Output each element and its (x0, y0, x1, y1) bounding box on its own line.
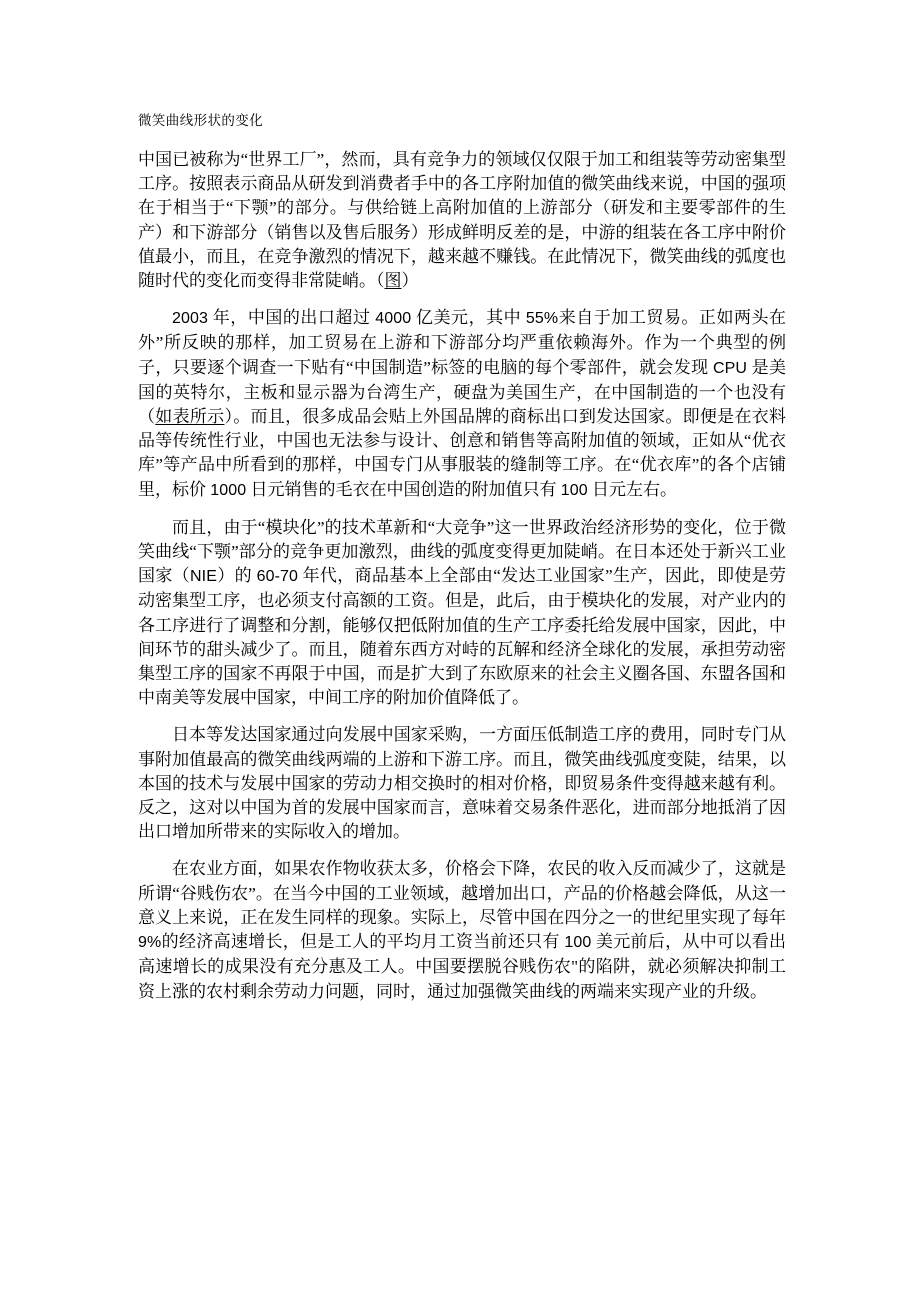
text-run: 美元前后，从中可以看出高速增长的成果没有充分惠及工人。中国要摆脱谷贱伤农"的陷阱，就必须解决抑制工资上涨的农村剩余劳动力问题，同时，通过加强微笑曲线的两端来实现产业的升级。 (138, 932, 787, 1001)
text-run: 日元左右。 (587, 479, 677, 499)
latin-run: 100 (560, 481, 588, 499)
text-run: 中国已被称为“世界工厂”，然而，具有竞争力的领域仅仅限于加工和组装等劳动密集型工序。按照表示商品从研发到消费者手中的各工序附加值的微笑曲线来说，中国的强项在于相当于“下颚”的部分。与供给链上高附加值的上游部分（研发和主要零部件的生产）和下游部分（销售以及售后服务）形成鲜明反差的是，中游的组装在各工序中附价值最小，而且，在竞争激烈的情况下，越来越不赚钱。在此情况下，微笑曲线的弧度也随时代的变化而变得非常陡峭。（ (138, 150, 786, 291)
body-paragraph (138, 857, 786, 1003)
text-run: 亿美元，其中 (411, 308, 526, 328)
text-run: ）的 (216, 566, 257, 586)
latin-run: NIE (190, 568, 217, 586)
text-run: 是美国的英特尔，主板和显示器为台湾生产，硬盘为美国生产，在中国制造的一个也没有（ (138, 357, 787, 427)
body-paragraph (138, 723, 786, 844)
latin-run: 60-70 (256, 568, 298, 586)
latin-run: 2003 (172, 310, 208, 328)
text-run: 年，中国的出口超过 (208, 308, 376, 328)
body-paragraph (138, 148, 786, 293)
body-paragraph (138, 306, 786, 503)
text-run: 在农业方面，如果农作物收获太多，价格会下降，农民的收入反而减少了，这就是所谓“谷贱伤农”。在当今中国的工业领域，越增加出口，产品的价格越会降低，从这一意义上来说，正在发生同样的现象。实际上，尽管中国在四分之一的世纪里实现了每年 (138, 859, 786, 927)
latin-run: CPU (713, 359, 748, 377)
text-run: ） (401, 271, 419, 291)
paragraph-list (138, 148, 786, 1004)
underlined-reference[interactable]: 图 (384, 271, 402, 291)
latin-run: 4000 (375, 310, 412, 328)
text-run: 日本等发达国家通过向发展中国家采购，一方面压低制造工序的费用，同时专门从事附加值最高的微笑曲线两端的上游和下游工序。而且，微笑曲线弧度变陡，结果，以本国的技术与发展中国家的劳动力相交换时的相对价格，即贸易条件变得越来越有利。反之，这对以中国为首的发展中国家而言，意味着交易条件恶化，进而部分地抵消了因出口增加所带来的实际收入的增加。 (138, 725, 786, 842)
latin-run: 100 (564, 934, 592, 952)
text-run: ）。而且，很多成品会贴上外国品牌的商标出口到发达国家。即便是在衣料品等传统性行业，中国也无法参与设计、创意和销售等高附加值的领域，正如从“优衣库”等产品中所看到的那样，中国专门从事服装的缝制等工序。在“优衣库”的各个店铺里，标价 (138, 407, 787, 499)
text-run: 的经济高速增长，但是工人的平均月工资当前还只有 (161, 932, 565, 952)
text-run: 而且，由于“模块化”的技术革新和“大竞争”这一世界政治经济形势的变化，位于微笑曲线“下颚”部分的竞争更加激烈，曲线的弧度变得更加陡峭。在日本还处于新兴工业国家（ (138, 517, 786, 586)
body-paragraph (138, 516, 786, 711)
latin-run: 55% (525, 310, 559, 328)
document-body (138, 110, 786, 1017)
latin-run: 1000 (210, 481, 247, 499)
text-run: 来自于加工贸易。正如两头在外”所反映的那样，加工贸易在上游和下游部分均严重依赖海外。作为一个典型的例子，只要逐个调查一下贴有“中国制造”标签的电脑的每个零部件，就会发现 (138, 308, 787, 377)
text-run: 日元销售的毛衣在中国创造的附加值只有 (246, 479, 561, 499)
latin-run: 9% (138, 934, 162, 952)
underlined-reference[interactable]: 如表所示 (155, 407, 225, 427)
text-run: 年代，商品基本上全部由“发达工业国家”生产，因此，即使是劳动密集型工序，也必须支付高额的工资。但是，此后，由于模块化的发展，对产业内的各工序进行了调整和分割，能够仅把低附加值的生产工序委托给发展中国家，因此，中间环节的甜头减少了。而且，随着东西方对峙的瓦解和经济全球化的发展，承担劳动密集型工序的国家不再限于中国，而是扩大到了东欧原来的社会主义圈各国、东盟各国和中南美等发展中国家，中间工序的附加价值降低了。 (138, 566, 787, 708)
page-title: 微笑曲线形状的变化 (138, 113, 264, 128)
